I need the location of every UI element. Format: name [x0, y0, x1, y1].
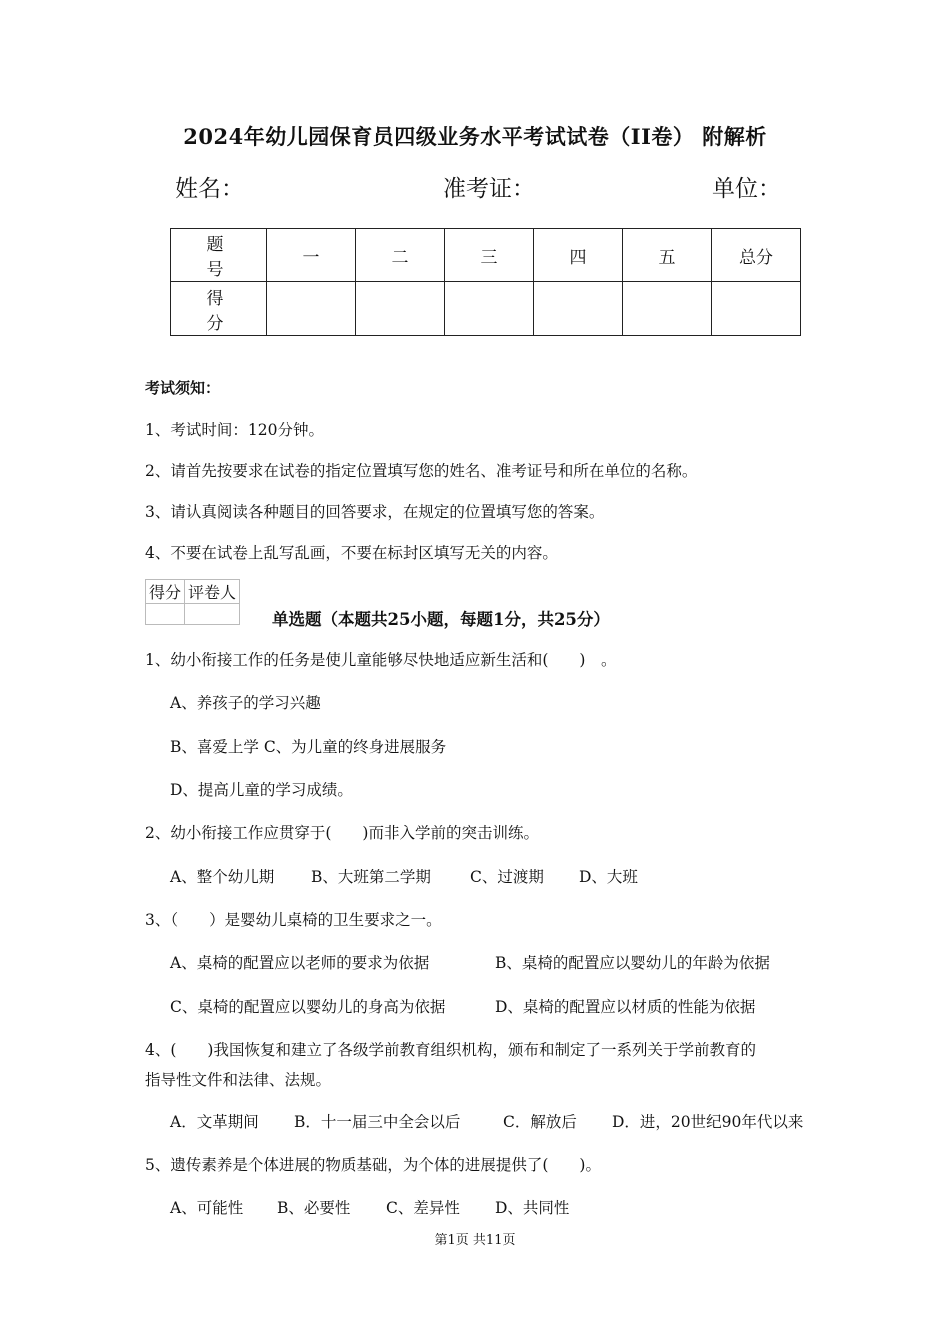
unit-label: 单位： — [712, 176, 781, 202]
grader-box — [145, 579, 240, 625]
notice-item: 2、请首先按要求在试卷的指定位置填写您的姓名、准考证号和所在单位的名称。 — [145, 462, 698, 480]
question-stem: 4、( )我国恢复和建立了各级学前教育组织机构，颁布和制定了一系列关于学前教育的 — [145, 1041, 756, 1059]
score-table-header: 总分 — [712, 229, 801, 282]
option[interactable]: A、桌椅的配置应以老师的要求为依据 — [170, 954, 430, 972]
score-cell[interactable] — [267, 282, 356, 336]
score-cell[interactable] — [623, 282, 712, 336]
name-label: 姓名： — [175, 176, 244, 202]
option[interactable]: B．十一届三中全会以后 — [294, 1113, 461, 1131]
question-stem: 5、遗传素养是个体进展的物质基础，为个体的进展提供了( )。 — [145, 1156, 601, 1174]
option[interactable]: D、桌椅的配置应以材质的性能为依据 — [495, 998, 756, 1016]
option[interactable]: D、共同性 — [495, 1199, 570, 1217]
section-title: 单选题（本题共25小题，每题1分，共25分） — [272, 610, 610, 629]
option[interactable]: A、养孩子的学习兴趣 — [170, 694, 321, 712]
grader-score-label: 得分 — [146, 580, 185, 604]
score-table-header: 三 — [445, 229, 534, 282]
notice-heading: 考试须知： — [145, 379, 221, 397]
option[interactable]: D、大班 — [579, 868, 638, 886]
score-table-header: 四 — [534, 229, 623, 282]
question-stem: 3、（ ）是婴幼儿桌椅的卫生要求之一。 — [145, 911, 442, 929]
option[interactable]: C、差异性 — [386, 1199, 460, 1217]
option[interactable]: A、可能性 — [170, 1199, 244, 1217]
option[interactable]: A、整个幼儿期 — [170, 868, 275, 886]
score-row-label: 得 分 — [171, 282, 267, 336]
grader-score-cell[interactable] — [146, 604, 185, 625]
score-table — [170, 228, 801, 336]
grader-reviewer-cell[interactable] — [185, 604, 240, 625]
option[interactable]: C．解放后 — [503, 1113, 577, 1131]
page-footer: 第1页 共11页 — [434, 1233, 516, 1248]
notice-item: 4、不要在试卷上乱写乱画，不要在标封区填写无关的内容。 — [145, 544, 558, 562]
option[interactable]: A．文革期间 — [170, 1113, 259, 1131]
option[interactable]: D、提高儿童的学习成绩。 — [170, 781, 353, 799]
score-cell[interactable] — [356, 282, 445, 336]
notice-item: 1、考试时间：120分钟。 — [145, 421, 324, 439]
score-table-header: 二 — [356, 229, 445, 282]
option[interactable]: B、喜爱上学 C、为儿童的终身进展服务 — [170, 738, 447, 756]
option[interactable]: D．进，20世纪90年代以来 — [612, 1113, 804, 1131]
notice-item: 3、请认真阅读各种题目的回答要求，在规定的位置填写您的答案。 — [145, 503, 605, 521]
option[interactable]: C、过渡期 — [470, 868, 544, 886]
score-table-header: 五 — [623, 229, 712, 282]
option[interactable]: C、桌椅的配置应以婴幼儿的身高为依据 — [170, 998, 446, 1016]
score-table-header: 题 号 — [171, 229, 267, 282]
option[interactable]: B、桌椅的配置应以婴幼儿的年龄为依据 — [495, 954, 770, 972]
option[interactable]: B、大班第二学期 — [311, 868, 431, 886]
grader-reviewer-label: 评卷人 — [185, 580, 240, 604]
question-stem: 1、幼小衔接工作的任务是使儿童能够尽快地适应新生活和( ) 。 — [145, 651, 617, 669]
question-stem: 指导性文件和法律、法规。 — [145, 1071, 332, 1089]
page-title: 2024年幼儿园保育员四级业务水平考试试卷（II卷） 附解析 — [183, 124, 767, 149]
score-cell[interactable] — [445, 282, 534, 336]
score-table-header: 一 — [267, 229, 356, 282]
score-cell[interactable] — [712, 282, 801, 336]
score-cell[interactable] — [534, 282, 623, 336]
exam-id-label: 准考证： — [443, 176, 535, 202]
option[interactable]: B、必要性 — [277, 1199, 351, 1217]
question-stem: 2、幼小衔接工作应贯穿于( )而非入学前的突击训练。 — [145, 824, 539, 842]
